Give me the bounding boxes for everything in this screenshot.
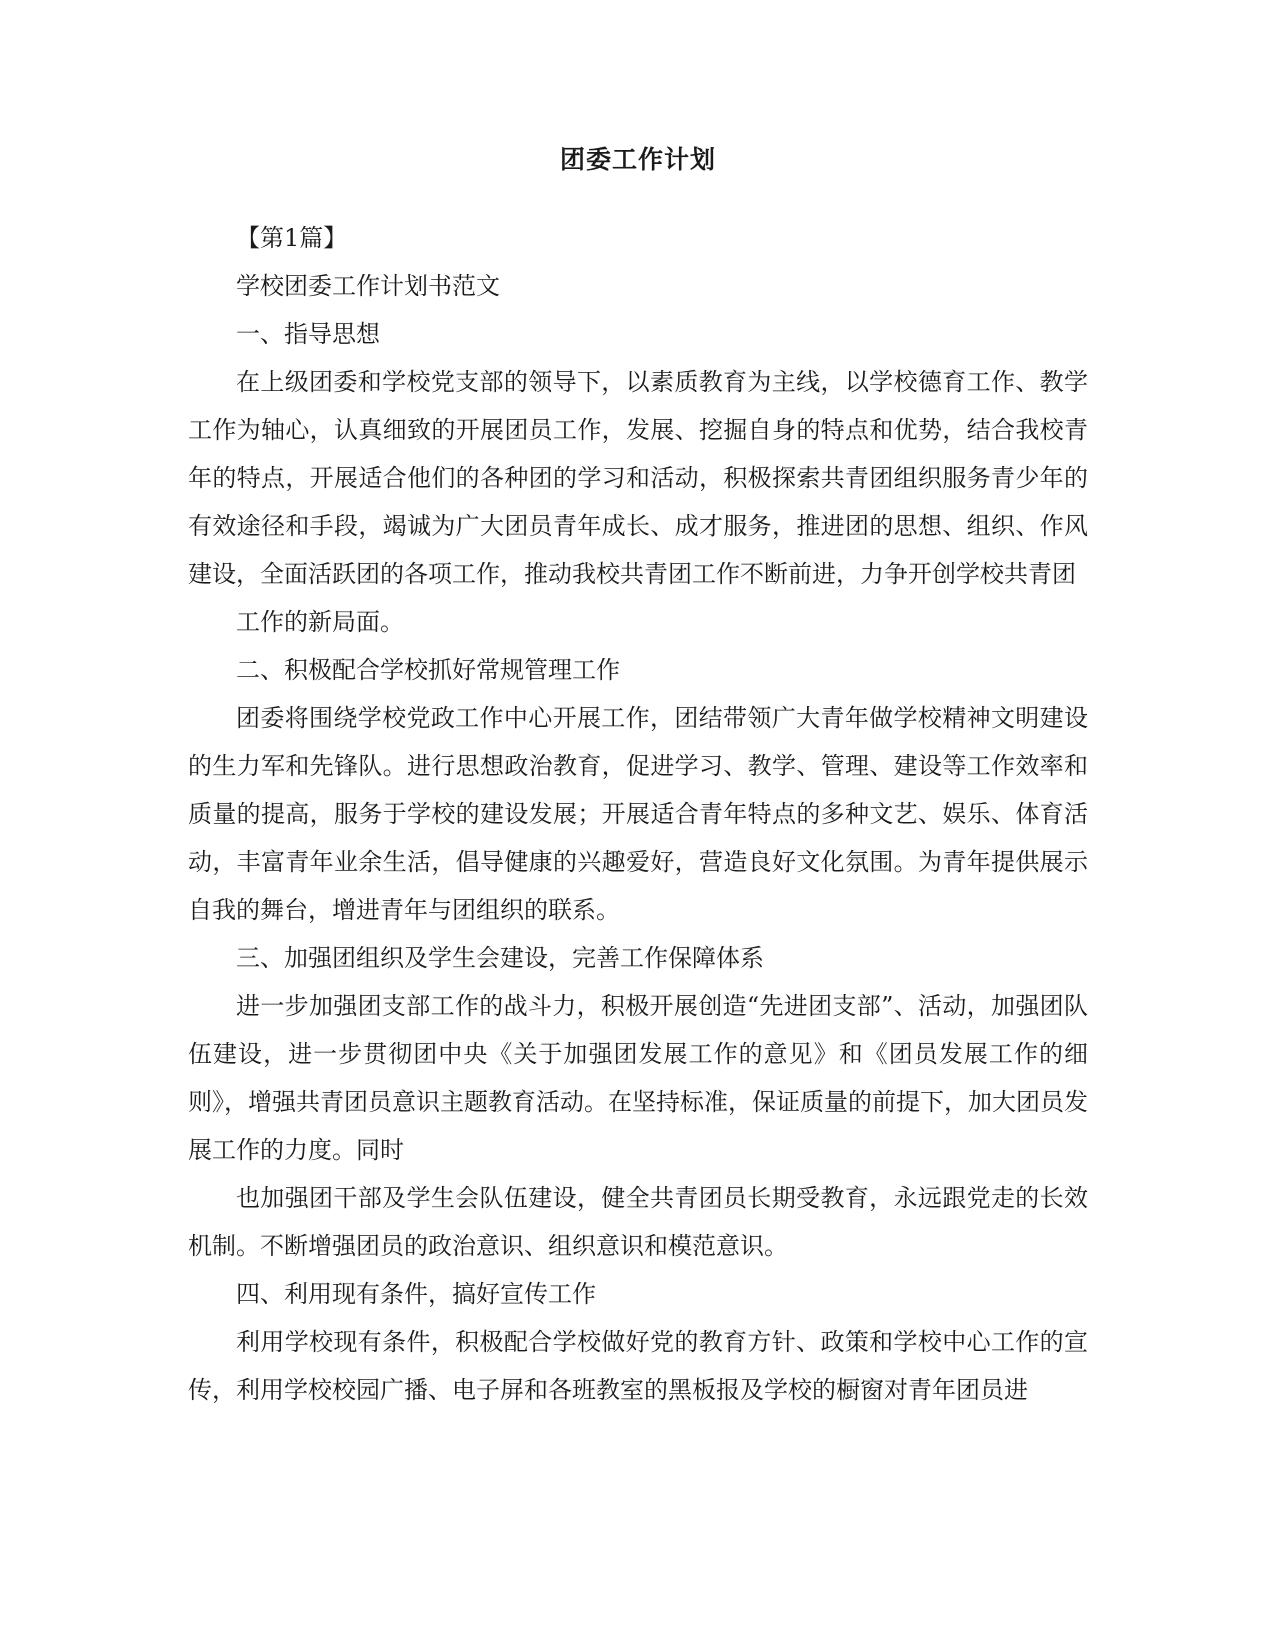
document-page	[188, 140, 1088, 1414]
document-title: 团委工作计划	[559, 145, 716, 174]
paragraph-routine-management: 团委将围绕学校党政工作中心开展工作，团结带领广大青年做学校精神文明建设的生力军和先锋队。进行思想政治教育，促进学习、教学、管理、建设等工作效率和质量的提高，服务于学校的建设发展；开展适合青年特点的多种文艺、娱乐、体育活动，丰富青年业余生活，倡导健康的兴趣爱好，营造良好文化氛围。为青年提供展示自我的舞台，增进青年与团组织的联系。	[188, 704, 1088, 924]
heading-organization-building: 三、加强团组织及学生会建设，完善工作保障体系	[236, 944, 764, 972]
heading-guiding-ideology: 一、指导思想	[236, 320, 380, 348]
document-subtitle: 学校团委工作计划书范文	[236, 272, 500, 300]
section-label: 【第1篇】	[236, 224, 348, 252]
heading-routine-management: 二、积极配合学校抓好常规管理工作	[236, 656, 620, 684]
paragraph-publicity: 利用学校现有条件，积极配合学校做好党的教育方针、政策和学校中心工作的宣传，利用学校校园广播、电子屏和各班教室的黑板报及学校的橱窗对青年团员进	[188, 1328, 1088, 1404]
paragraph-cadre-building: 也加强团干部及学生会队伍建设，健全共青团员长期受教育，永远跟党走的长效机制。不断增强团员的政治意识、组织意识和模范意识。	[188, 1184, 1088, 1260]
paragraph-organization-building: 进一步加强团支部工作的战斗力，积极开展创造“先进团支部”、活动，加强团队伍建设，进一步贯彻团中央《关于加强团发展工作的意见》和《团员发展工作的细则》，增强共青团员意识主题教育活动。在坚持标准，保证质量的前提下，加大团员发展工作的力度。同时	[188, 992, 1088, 1164]
heading-publicity: 四、利用现有条件，搞好宣传工作	[236, 1280, 596, 1308]
paragraph-guiding-ideology: 在上级团委和学校党支部的领导下，以素质教育为主线，以学校德育工作、教学工作为轴心，认真细致的开展团员工作，发展、挖掘自身的特点和优势，结合我校青年的特点，开展适合他们的各种团的学习和活动，积极探索共青团组织服务青少年的有效途径和手段，竭诚为广大团员青年成长、成才服务，推进团的思想、组织、作风建设，全面活跃团的各项工作，推动我校共青团工作不断前进，力争开创学校共青团	[188, 368, 1088, 588]
paragraph-new-situation: 工作的新局面。	[236, 608, 404, 636]
